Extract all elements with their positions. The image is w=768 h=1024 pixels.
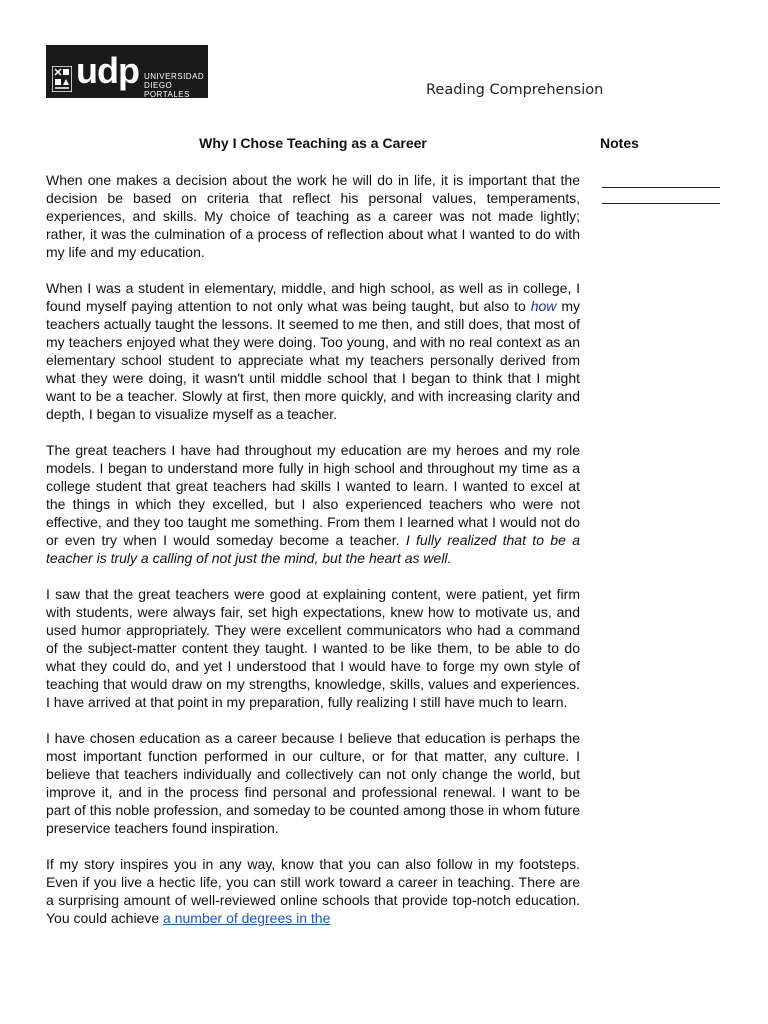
paragraph-text: If my story inspires you in any way, know that you can also follow in my footsteps. Even if you live a hectic life, you can still work toward a career in teaching. There are a surprising amount of well-reviewed online schools that provide top-notch education. You could achieve xyxy=(46,856,580,926)
italic-sentence: I fully realized that to be a teacher is truly a calling of not just the mind, but the heart as well. xyxy=(46,532,580,566)
notes-line[interactable] xyxy=(602,203,720,204)
paragraph-text: my teachers actually taught the lessons. It seemed to me then, and still does, that most of my teachers enjoyed what they were doing. Too young, and with no real context as an elementary school student to appreciate what my teachers personally derived from what they were doing, it wasn't until middle school that I began to think that I might want to be a teacher. Slowly at first, then more quickly, and with increasing clarity and depth, I began to visualize myself as a teacher. xyxy=(46,298,580,422)
document-body xyxy=(46,171,580,945)
paragraph xyxy=(46,279,580,423)
paragraph xyxy=(46,855,580,927)
page-header-title: Reading Comprehension xyxy=(426,82,604,98)
degrees-link[interactable]: a number of degrees in the xyxy=(163,910,331,926)
document-title: Why I Chose Teaching as a Career xyxy=(199,135,427,151)
paragraph xyxy=(46,441,580,567)
emphasis-word: how xyxy=(530,298,557,314)
logo-subtitle xyxy=(144,72,208,99)
logo-line-1: UNIVERSIDAD xyxy=(144,72,205,81)
logo-wordmark: udp xyxy=(76,50,139,91)
paragraph: I saw that the great teachers were good at explaining content, were patient, yet firm with students, were always fair, set high expectations, knew how to motivate us, and used humor appropriately. They were excellent communicators who had a command of the subject-matter content they taught. I wanted to be like them, to be able to do what they could do, and yet I understood that I would have to forge my own style of teaching that would draw on my strengths, knowledge, skills, values and experiences. I have arrived at that point in my preparation, fully realizing I still have much to learn. xyxy=(46,586,580,710)
paragraph-text: When I was a student in elementary, middle, and high school, as well as in college, I found myself paying attention to not only what was being taught, but also to xyxy=(46,280,580,314)
notes-heading: Notes xyxy=(600,135,639,151)
university-logo xyxy=(46,45,208,98)
university-crest-icon xyxy=(52,66,72,92)
paragraph-text: The great teachers I have had throughout my education are my heroes and my role models. I began to understand more fully in high school and throughout my time as a college student that great teachers had skills I wanted to learn. I wanted to excel at the things in which they excelled, but I also experienced teachers who were not effective, and they too taught me something. From them I learned what I would not do or even try when I would someday become a teacher. xyxy=(46,442,580,548)
notes-line[interactable] xyxy=(602,187,720,188)
paragraph: When one makes a decision about the work he will do in life, it is important that the decision be based on criteria that reflect his personal values, temperaments, experiences, and skills. My choice of teaching as a career was not made lightly; rather, it was the culmination of a process of reflection about what I wanted to do with my life and my education. xyxy=(46,172,580,260)
paragraph: I have chosen education as a career because I believe that education is perhaps the most important function performed in our culture, or for that matter, any culture. I believe that teachers individually and collectively can not only change the world, but improve it, and in the process find personal and professional renewal. I want to be part of this noble profession, and someday to be counted among those in whom future preservice teachers found inspiration. xyxy=(46,730,580,836)
logo-line-2: DIEGO PORTALES xyxy=(144,81,190,99)
